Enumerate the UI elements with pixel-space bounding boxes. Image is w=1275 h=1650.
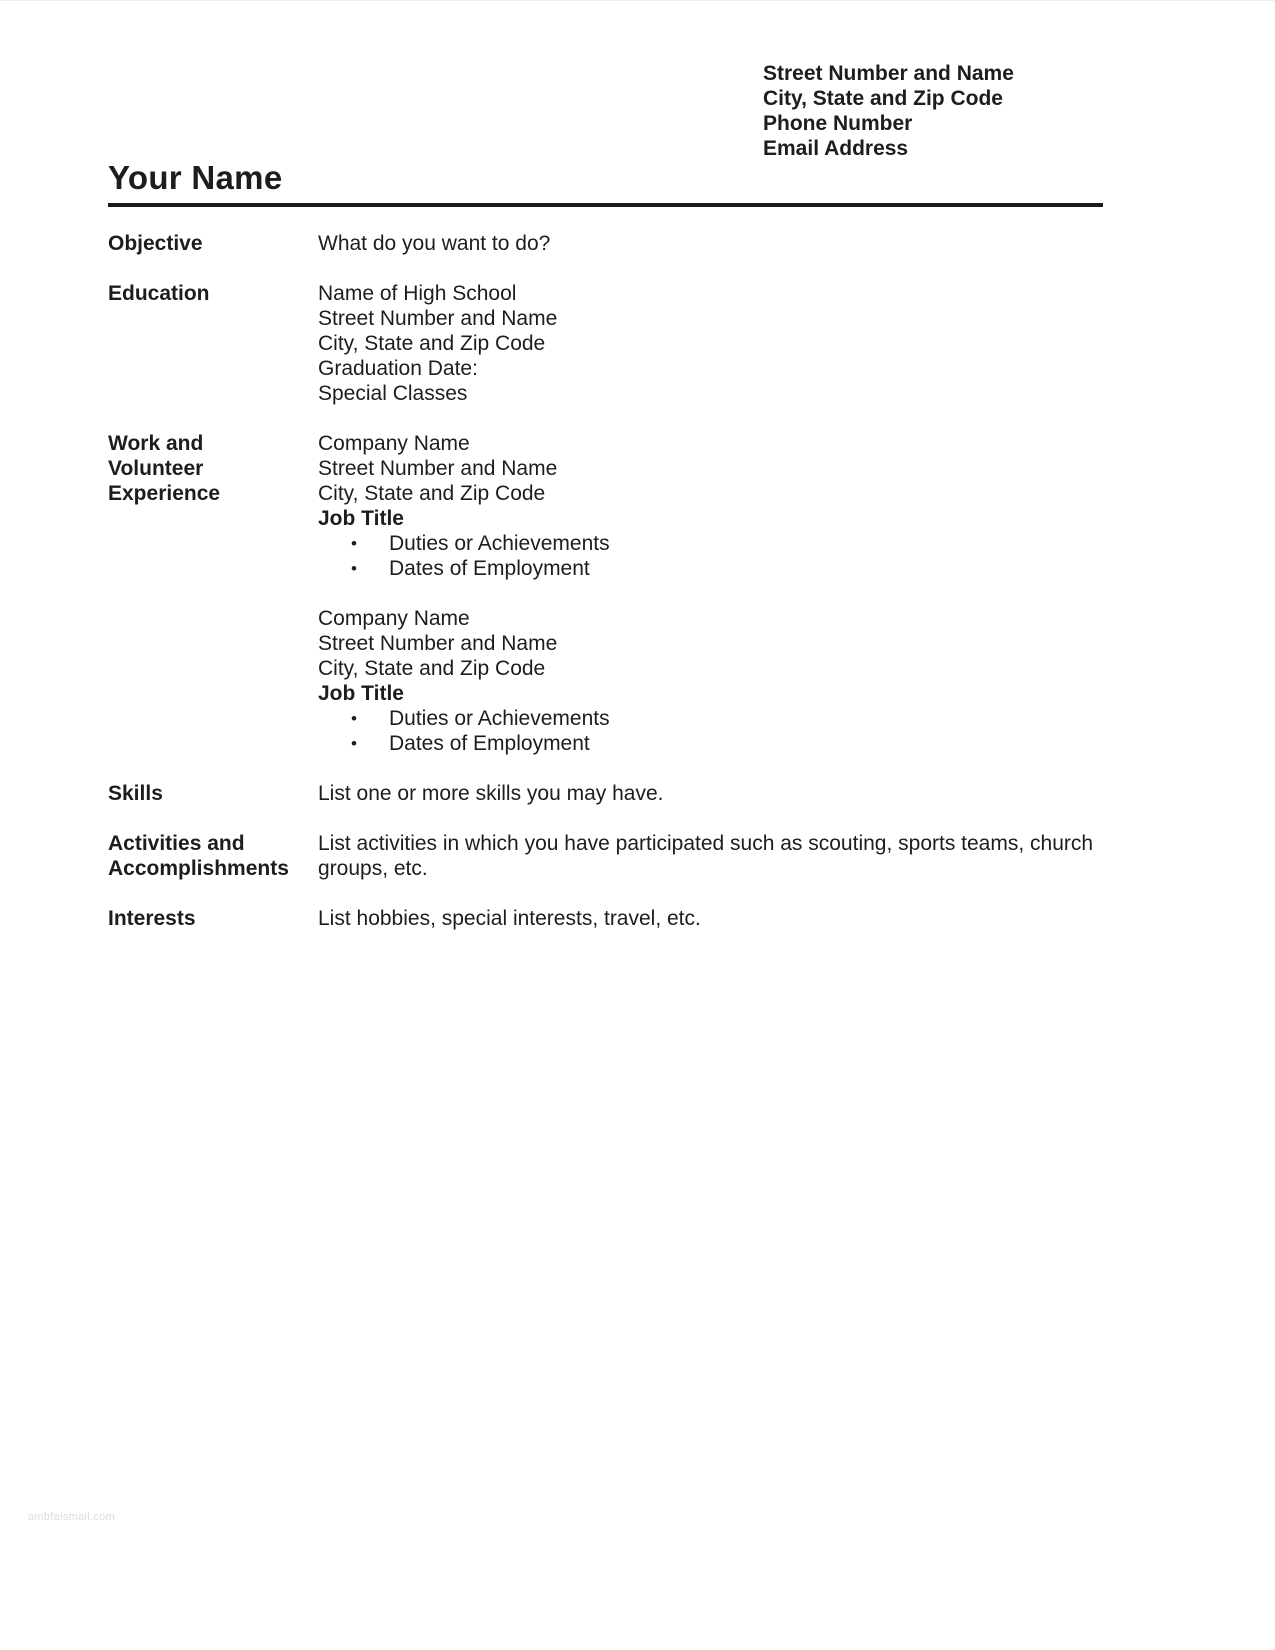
bullet-icon: •: [351, 534, 357, 553]
education-school: Name of High School: [318, 282, 517, 305]
section-objective: [108, 231, 1103, 256]
section-activities: [108, 831, 1103, 881]
education-graduation: Graduation Date:: [318, 357, 478, 380]
contact-city: City, State and Zip Code: [763, 87, 1003, 110]
bullet-item: [318, 556, 1103, 581]
job-company: Company Name: [318, 432, 470, 455]
job-dates: Dates of Employment: [389, 557, 590, 580]
education-city: City, State and Zip Code: [318, 332, 546, 355]
work-label-line: Volunteer: [108, 457, 204, 480]
section-education: [108, 281, 1103, 406]
work-label-line: Experience: [108, 482, 221, 505]
page-title: Your Name: [108, 159, 283, 196]
job-title: Job Title: [318, 682, 404, 705]
objective-label: Objective: [108, 232, 203, 255]
activities-text: List activities in which you have participated such as scouting, sports teams, church groups, etc.: [318, 832, 1094, 880]
contact-phone: Phone Number: [763, 112, 913, 135]
bullet-icon: •: [351, 709, 357, 728]
job-block: [318, 606, 1103, 756]
bullet-icon: •: [351, 559, 357, 578]
interests-label: Interests: [108, 907, 196, 930]
job-title: Job Title: [318, 507, 404, 530]
job-company: Company Name: [318, 607, 470, 630]
education-special-classes: Special Classes: [318, 382, 468, 405]
work-label: [108, 431, 318, 756]
job-city: City, State and Zip Code: [318, 482, 546, 505]
education-label: Education: [108, 282, 210, 305]
bullet-item: [318, 531, 1103, 556]
contact-block: [763, 61, 1103, 161]
activities-label-line: Activities and: [108, 832, 245, 855]
section-interests: [108, 906, 1103, 931]
skills-label: Skills: [108, 782, 163, 805]
activities-label: [108, 831, 318, 881]
bullet-item: [318, 706, 1103, 731]
skills-text: List one or more skills you may have.: [318, 782, 664, 805]
job-street: Street Number and Name: [318, 632, 558, 655]
name-underline: [108, 159, 1103, 207]
job-city: City, State and Zip Code: [318, 657, 546, 680]
activities-label-line: Accomplishments: [108, 857, 289, 880]
bullet-icon: •: [351, 734, 357, 753]
spacer: [318, 581, 1103, 606]
watermark-text: ambfaismail.com: [28, 1511, 116, 1523]
job-dates: Dates of Employment: [389, 732, 590, 755]
education-street: Street Number and Name: [318, 307, 558, 330]
bullet-item: [318, 731, 1103, 756]
job-duties: Duties or Achievements: [389, 532, 610, 555]
section-work-experience: [108, 431, 1103, 756]
job-duties: Duties or Achievements: [389, 707, 610, 730]
job-block: [318, 431, 1103, 581]
interests-text: List hobbies, special interests, travel, etc.: [318, 907, 701, 930]
work-label-line: Work and: [108, 432, 204, 455]
contact-street: Street Number and Name: [763, 62, 1014, 85]
job-street: Street Number and Name: [318, 457, 558, 480]
section-skills: [108, 781, 1103, 806]
objective-text: What do you want to do?: [318, 232, 551, 255]
contact-email: Email Address: [763, 137, 909, 160]
